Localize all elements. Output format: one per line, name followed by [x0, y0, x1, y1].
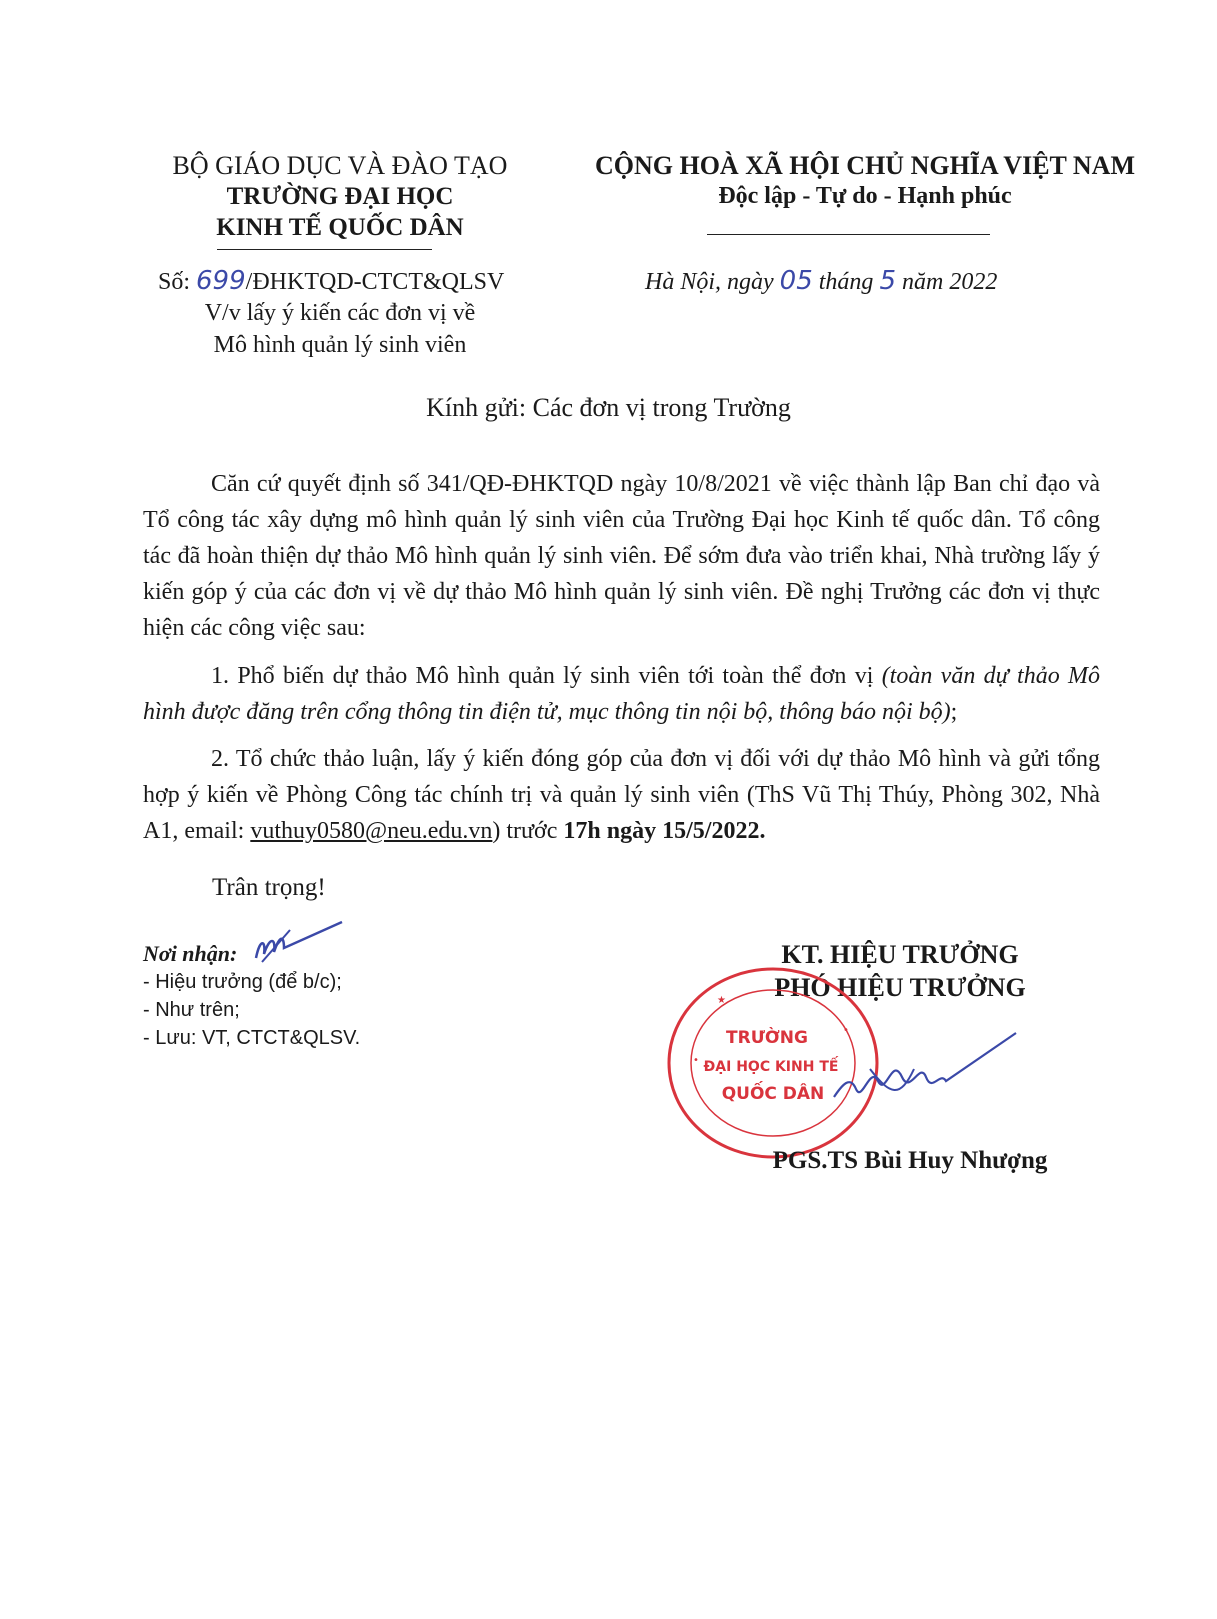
subject-line2: Mô hình quản lý sinh viên — [213, 332, 467, 358]
ministry-name: BỘ GIÁO DỤC VÀ ĐÀO TẠO — [172, 151, 508, 180]
recipient-item: - Hiệu trưởng (để b/c); — [143, 971, 342, 993]
header-right — [585, 150, 1145, 212]
republic-name: CỘNG HOÀ XÃ HỘI CHỦ NGHĨA VIỆT NAM — [594, 151, 1136, 180]
header-left-rule — [217, 249, 432, 250]
item2-after-email: ) trước — [492, 818, 564, 844]
school-name-line1: TRƯỜNG ĐẠI HỌC — [226, 183, 454, 210]
stamp-line3: QUỐC DÂN — [721, 1084, 825, 1104]
header-left — [150, 150, 530, 243]
recipient-line: Kính gửi: Các đơn vị trong Trường — [426, 393, 791, 422]
date-year: 2022 — [949, 269, 998, 295]
school-name-line2: KINH TẾ QUỐC DÂN — [216, 214, 464, 241]
item2-deadline: 17h ngày 15/5/2022. — [563, 818, 766, 844]
national-motto: Độc lập - Tự do - Hạnh phúc — [718, 183, 1012, 209]
email-link[interactable]: vuthuy0580@neu.edu.vn — [250, 818, 493, 844]
date-month-word: tháng — [818, 269, 874, 295]
paragraph-1: Căn cứ quyết định số 341/QĐ-ĐHKTQD ngày 10/8/2021 về việc thành lập Ban chỉ đạo và Tổ công tác xây dựng mô hình quản lý sinh viên của Trường Đại học Kinh tế quốc dân. Tổ công tác đã hoàn thiện dự thảo Mô hình quản lý sinh viên. Để sớm đưa vào triển khai, Nhà trường lấy ý kiến góp ý của các đơn vị về dự thảo Mô hình quản lý sinh viên. Đề nghị Trưởng các đơn vị thực hiện các công việc sau: — [143, 471, 1100, 641]
stamp-line2: ĐẠI HỌC KINH TẾ — [703, 1059, 839, 1075]
header-right-rule — [707, 234, 990, 235]
item1-text: 1. Phổ biến dự thảo Mô hình quản lý sinh viên tới toàn thể đơn vị — [211, 663, 882, 689]
document-number-handwritten: 699 — [196, 266, 246, 296]
document-date — [645, 266, 997, 296]
date-day: 05 — [779, 266, 813, 296]
document-number-suffix: /ĐHKTQD-CTCT&QLSV — [245, 269, 505, 295]
svg-text:•: • — [693, 1055, 699, 1066]
recipients-heading: Nơi nhận: — [143, 941, 238, 966]
date-year-word: năm — [901, 269, 944, 295]
signature-title-line2: PHÓ HIỆU TRƯỞNG — [774, 973, 1026, 1002]
signer-name: PGS.TS Bùi Huy Nhượng — [772, 1147, 1048, 1174]
signature-title-line1: KT. HIỆU TRƯỞNG — [781, 940, 1019, 969]
recipient-item: - Như trên; — [143, 999, 240, 1021]
item1-end: ; — [950, 699, 958, 725]
date-place: Hà Nội, ngày — [645, 269, 774, 295]
stamp-line1: TRƯỜNG — [726, 1028, 808, 1048]
document-number-prefix: Số: — [158, 269, 191, 295]
recipient-item: - Lưu: VT, CTCT&QLSV. — [143, 1027, 361, 1049]
svg-text:•: • — [843, 1025, 849, 1036]
document-number — [158, 266, 504, 296]
initial-signature — [250, 918, 360, 978]
list-item-1 — [143, 658, 1100, 730]
main-signature — [830, 1025, 1020, 1125]
item1-italic: (toàn văn dự thảo Mô hình được đăng trên cổng thông tin điện tử, mục thông tin nội bộ, thông báo nội bộ) — [143, 663, 1100, 725]
date-month: 5 — [879, 266, 896, 296]
document-subject — [150, 297, 530, 361]
subject-line1: V/v lấy ý kiến các đơn vị về — [204, 300, 476, 326]
item2-text: 2. Tổ chức thảo luận, lấy ý kiến đóng góp của đơn vị đối với dự thảo Mô hình và gửi tổng hợp ý kiến về Phòng Công tác chính trị và quản lý sinh viên (ThS Vũ Thị Thúy, Phòng 302, Nhà A1, email: — [143, 746, 1100, 844]
svg-text:★: ★ — [717, 995, 726, 1006]
closing-text: Trân trọng! — [212, 874, 326, 901]
list-item-2 — [143, 741, 1100, 849]
